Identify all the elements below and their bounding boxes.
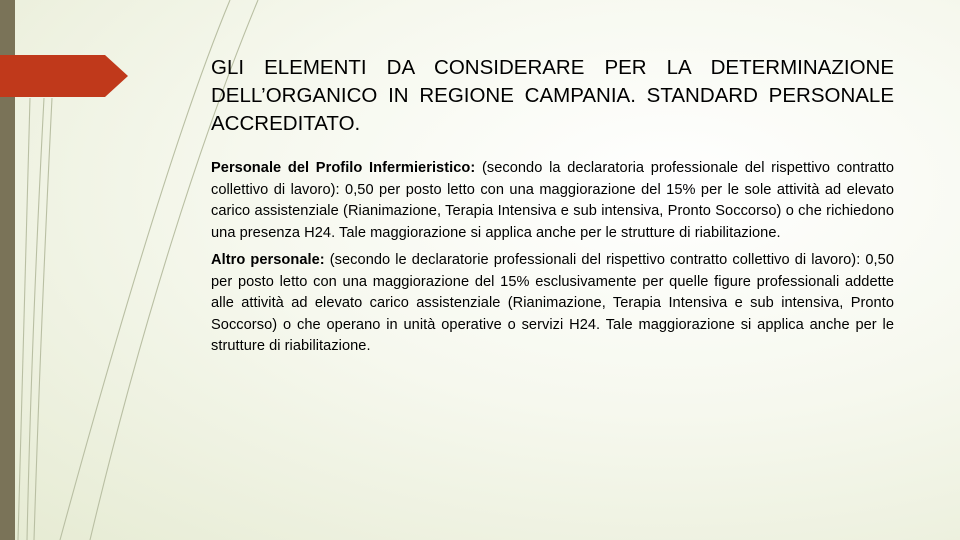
title-arrow-shape <box>0 55 128 97</box>
paragraph-other-staff <box>211 250 894 358</box>
paragraph-nursing-staff <box>211 158 894 244</box>
slide-title: GLI ELEMENTI DA CONSIDERARE PER LA DETERMINAZIONE DELL’ORGANICO IN REGIONE CAMPANIA. STANDARD PERSONALE ACCREDITATO. <box>211 56 894 135</box>
paragraph-heading: Personale del Profilo Infermieristico: <box>211 160 476 176</box>
slide-content <box>211 54 894 364</box>
paragraph-body: (secondo la declaratoria professionale del rispettivo contratto collettivo di lavoro): 0,50 per posto letto con una maggiorazione del 15% per le sole attività ad elevato carico assistenziale (Rianimazione, Terapia Intensiva e sub intensiva, Pronto Soccorso) o che richiedono una presenza H24. Tale maggiorazione si applica anche per le strutture di riabilitazione. <box>211 160 894 241</box>
paragraph-body: (secondo le declaratorie professionali del rispettivo contratto collettivo di lavoro): 0,50 per posto letto con una maggiorazione del 15% esclusivamente per quelle figure professionali addette alle attività ad elevato carico assistenziale (Rianimazione, Terapia Intensiva e sub intensiva, Pronto Soccorso) o che operano in unità operative o servizi H24. Tale maggiorazione si applica anche per le strutture di riabilitazione. <box>211 252 894 354</box>
paragraph-heading: Altro personale: <box>211 252 325 268</box>
